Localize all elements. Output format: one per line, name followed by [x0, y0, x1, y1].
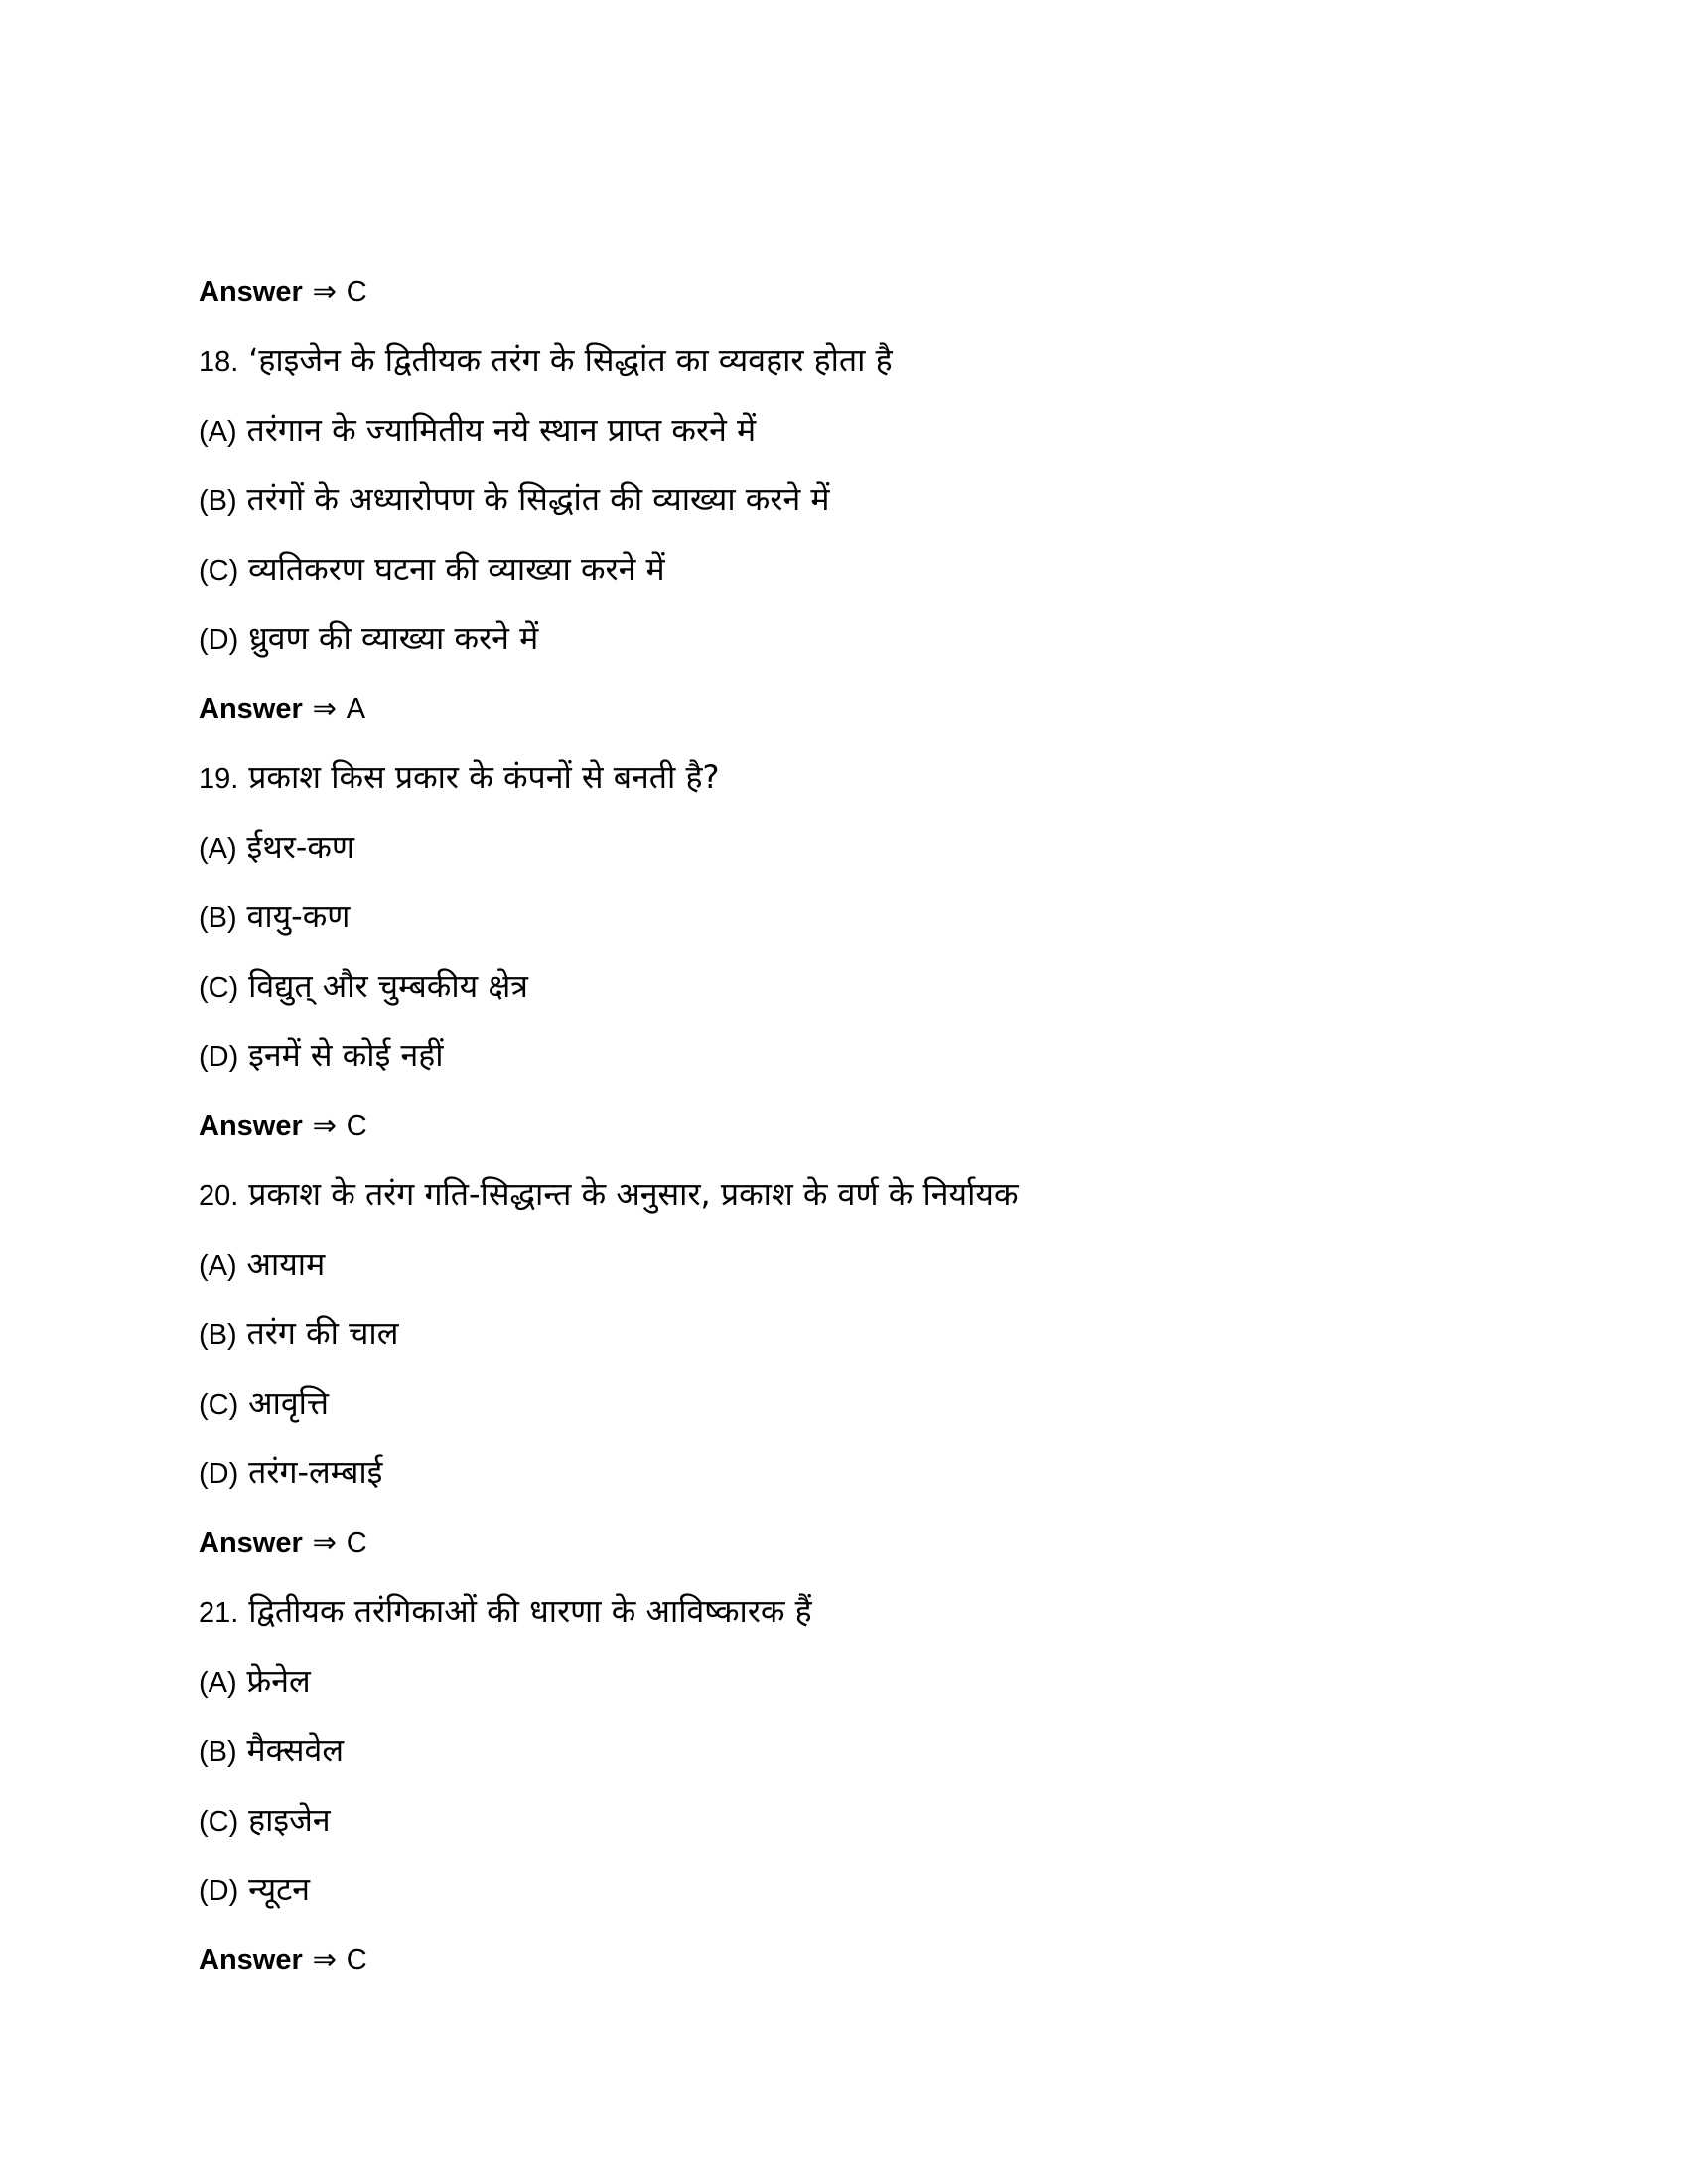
option-key: (C) — [199, 1389, 239, 1421]
option-text: फ्रेनेल — [246, 1662, 311, 1700]
option-text: विद्युत् और चुम्बकीय क्षेत्र — [248, 967, 528, 1005]
answer-label: Answer — [199, 693, 303, 725]
answer-arrow: ⇒ — [312, 1110, 337, 1142]
option-key: (B) — [199, 902, 237, 934]
question-number: 18. — [199, 346, 239, 378]
question-text: ‘हाइजेन के द्वितीयक तरंग के सिद्धांत का व्यवहार होता है — [248, 341, 893, 379]
question-number: 20. — [199, 1180, 239, 1212]
option-text: तरंगों के अध्यारोपण के सिद्धांत की व्याख्या करने में — [246, 480, 830, 518]
question-19-option-c — [199, 951, 1489, 1021]
answer-label: Answer — [199, 1944, 303, 1976]
option-key: (D) — [199, 1458, 239, 1490]
option-key: (B) — [199, 485, 237, 517]
answer-arrow: ⇒ — [312, 1527, 337, 1559]
question-21 — [199, 1576, 1489, 1646]
option-text: आयाम — [246, 1245, 326, 1283]
question-18-option-b — [199, 465, 1489, 534]
question-20-option-a — [199, 1229, 1489, 1298]
question-number: 19. — [199, 763, 239, 795]
option-key: (D) — [199, 624, 239, 656]
option-key: (A) — [199, 1667, 237, 1699]
question-number: 21. — [199, 1597, 239, 1629]
option-key: (C) — [199, 972, 239, 1004]
question-19-answer — [199, 1090, 1489, 1160]
question-18 — [199, 326, 1489, 395]
question-21-option-d — [199, 1854, 1489, 1924]
question-20-option-b — [199, 1298, 1489, 1368]
answer-value: C — [346, 1110, 367, 1142]
question-text: प्रकाश किस प्रकार के कंपनों से बनती है? — [248, 758, 720, 796]
option-key: (B) — [199, 1319, 237, 1351]
question-20-answer — [199, 1507, 1489, 1576]
option-text: तरंग-लम्बाई — [248, 1453, 383, 1491]
option-text: व्यतिकरण घटना की व्याख्या करने में — [248, 550, 665, 588]
option-text: वायु-कण — [246, 897, 351, 935]
answer-label: Answer — [199, 276, 303, 308]
option-key: (A) — [199, 416, 237, 448]
option-text: ध्रुवण की व्याख्या करने में — [248, 619, 539, 657]
question-18-answer — [199, 673, 1489, 743]
option-text: आवृत्ति — [248, 1384, 330, 1422]
option-key: (B) — [199, 1736, 237, 1768]
option-text: इनमें से कोई नहीं — [248, 1036, 444, 1074]
question-21-option-a — [199, 1646, 1489, 1715]
question-20 — [199, 1160, 1489, 1229]
option-key: (C) — [199, 555, 239, 587]
option-text: तरंग की चाल — [246, 1314, 399, 1352]
answer-value: C — [346, 276, 367, 308]
question-text: प्रकाश के तरंग गति-सिद्धान्त के अनुसार, प्रकाश के वर्ण के निर्यायक — [248, 1175, 1019, 1213]
answer-label: Answer — [199, 1527, 303, 1559]
question-18-option-d — [199, 604, 1489, 673]
question-18-option-c — [199, 534, 1489, 604]
question-21-answer — [199, 1924, 1489, 1993]
option-key: (A) — [199, 1250, 237, 1282]
answer-arrow: ⇒ — [312, 276, 337, 308]
question-19-option-a — [199, 812, 1489, 882]
option-text: न्यूटन — [248, 1870, 311, 1908]
option-key: (D) — [199, 1041, 239, 1073]
option-key: (D) — [199, 1875, 239, 1907]
question-19-option-d — [199, 1021, 1489, 1090]
option-key: (C) — [199, 1806, 239, 1838]
answer-value: C — [346, 1527, 367, 1559]
option-text: ईथर-कण — [246, 828, 355, 866]
answer-arrow: ⇒ — [312, 693, 337, 725]
answer-label: Answer — [199, 1110, 303, 1142]
question-19 — [199, 743, 1489, 812]
answer-line — [199, 256, 1489, 326]
question-list — [199, 256, 1489, 1993]
answer-arrow: ⇒ — [312, 1944, 337, 1976]
option-text: हाइजेन — [248, 1801, 331, 1839]
question-text: द्वितीयक तरंगिकाओं की धारणा के आविष्कारक हैं — [248, 1592, 812, 1630]
option-text: मैक्सवेल — [246, 1731, 345, 1769]
answer-value: C — [346, 1944, 367, 1976]
question-19-option-b — [199, 882, 1489, 951]
answer-value: A — [346, 693, 366, 725]
question-21-option-b — [199, 1715, 1489, 1785]
question-20-option-c — [199, 1368, 1489, 1437]
option-text: तरंगान के ज्यामितीय नये स्थान प्राप्त करने में — [246, 411, 757, 449]
option-key: (A) — [199, 833, 237, 865]
question-20-option-d — [199, 1437, 1489, 1507]
question-21-option-c — [199, 1785, 1489, 1854]
question-18-option-a — [199, 395, 1489, 465]
